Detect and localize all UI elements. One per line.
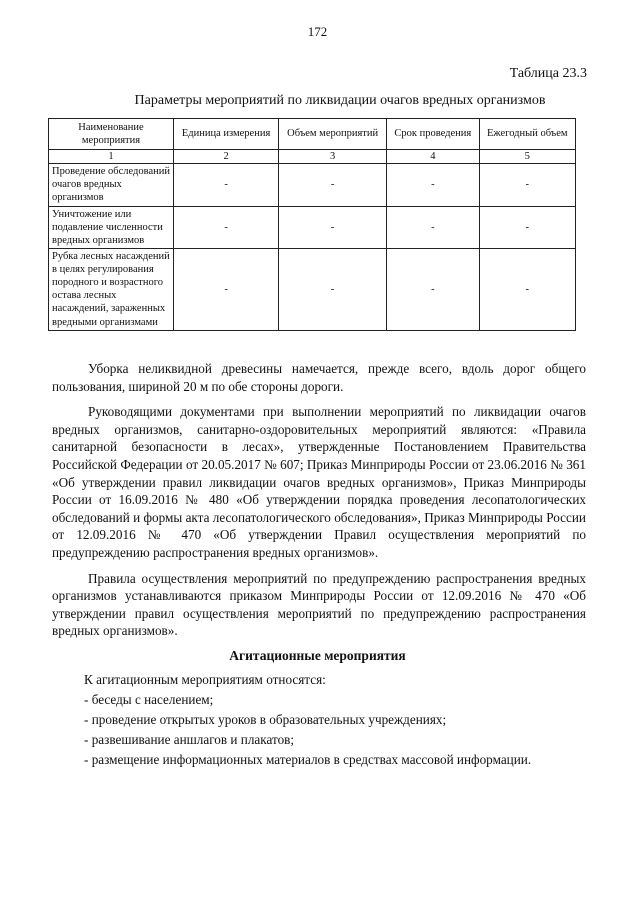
row-value: - [479,206,575,248]
header-cell-volume: Объем мероприятий [279,119,387,150]
row-value: - [279,164,387,206]
header-cell-term: Срок проведения [387,119,479,150]
row-value: - [479,164,575,206]
section-heading: Агитационные мероприятия [229,648,406,663]
row-value: - [479,248,575,330]
row-value: - [387,248,479,330]
list-item: - беседы с населением; [84,692,214,707]
agitation-list [84,670,604,770]
row-value: - [174,206,279,248]
row-value: - [387,164,479,206]
column-number: 3 [279,150,387,164]
paragraph: Правила осуществления мероприятий по предупреждению распространения вредных организмов устанавливаются приказом Минприроды России от 12.09.2016 № 470 «Об утверждении правил осуществления мероприятий по предупреждению распространения вредных организмов». [52,570,586,639]
list-intro: К агитационным мероприятиям относятся: [84,672,326,687]
list-item: - размещение информационных материалов в средствах массовой информации. [84,752,532,767]
header-cell-unit: Единица измерения [174,119,279,150]
row-value: - [279,206,387,248]
table-header-row [49,119,576,150]
paragraph: Руководящими документами при выполнении мероприятий по ликвидации очагов вредных организмов, санитарно-оздоровительных мероприятий являются: «Правила санитарной безопасности в лесах», утвержденные Постановлением Правительства Российской Федерации от 20.05.2017 № 607; Приказ Минприроды России от 23.06.2016 № 361 «Об утверждении правил ликвидации очагов вредных организмов», Приказ Минприроды России от 16.09.2016 № 480 «Об утверждении порядка проведения лесопатологических обследований и формы акта лесопатологического обследования», Приказ Минприроды России от 12.09.2016 № 470 «Об утверждении Правил осуществления мероприятий по предупреждению распространения вредных организмов». [52,404,586,560]
table-title: Параметры мероприятий по ликвидации очагов вредных организмов [134,93,546,108]
paragraph: Уборка неликвидной древесины намечается, прежде всего, вдоль дорог общего пользования, шириной 20 м по обе стороны дороги. [52,361,586,394]
table-label: Таблица 23.3 [509,66,587,81]
header-cell-annual: Ежегодный объем [479,119,575,150]
header-cell-name: Наименование мероприятия [49,119,174,150]
list-item: - развешивание аншлагов и плакатов; [84,732,295,747]
row-value: - [174,164,279,206]
table-row [49,164,576,206]
list-item: - проведение открытых уроков в образовательных учреждениях; [84,712,447,727]
column-number: 5 [479,150,575,164]
table-row [49,248,576,330]
row-name: Уничтожение или подавление численности вредных организмов [49,206,174,248]
body-text [52,360,586,640]
parameters-table [48,118,576,331]
row-value: - [387,206,479,248]
row-name: Рубка лесных насаждений в целях регулирования породного и возрастного остава лесных насаждений, зараженных вредными организмами [49,248,174,330]
column-number-row [49,150,576,164]
column-number: 1 [49,150,174,164]
column-number: 2 [174,150,279,164]
row-value: - [174,248,279,330]
column-number: 4 [387,150,479,164]
row-name: Проведение обследований очагов вредных организмов [49,164,174,206]
page-number: 172 [307,24,328,39]
table-row [49,206,576,248]
row-value: - [279,248,387,330]
